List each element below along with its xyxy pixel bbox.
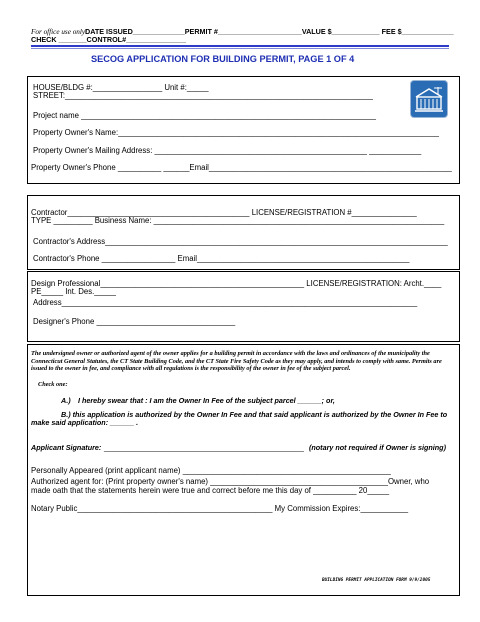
owner-mailing-field[interactable]: Property Owner's Mailing Address: _________________________________________________ ____________ bbox=[33, 146, 422, 155]
contractor-phone-field[interactable]: Contractor's Phone _________________ Email_________________________________________________ bbox=[33, 254, 410, 263]
office-prefix: For office use only: bbox=[31, 28, 88, 36]
title-rule-top bbox=[31, 45, 449, 47]
option-a-letter: A.) bbox=[61, 396, 71, 405]
option-b-agent[interactable]: B.) this application is authorized by the Owner In Fee and that said applicant is authorized by the Owner In Fee to bbox=[61, 410, 448, 419]
project-name-field[interactable]: Project name ____________________________________________________________________ bbox=[33, 111, 376, 120]
page-title: SECOG APPLICATION FOR BUILDING PERMIT, PAGE 1 OF 4 bbox=[91, 54, 355, 64]
check-one-label: Check one: bbox=[38, 381, 68, 388]
affirmation-paragraph: The undersigned owner or authorized agent of the owner applies for a building permit in accordance with the laws and ordinances of the municipality the Connecticut General Statutes, the CT State Building Code, and the CT State Fire Safety Code as they may apply, and intends to comply with same. Permits are issued to the owner in fee, and compliance with all regulations is the responsibility of the owner in fee of the subject parcel. bbox=[31, 350, 442, 373]
authorized-agent-field[interactable]: Authorized agent for: (Print property owner's name) _________________________________________Owner, who bbox=[31, 477, 430, 486]
owner-name-field[interactable]: Property Owner's Name:__________________________________________________________________________ bbox=[33, 128, 439, 137]
contractor-address-field[interactable]: Contractor's Address_______________________________________________________________________________ bbox=[33, 237, 448, 246]
design-license-field[interactable]: PE_____ Int. Des._____ bbox=[31, 287, 116, 296]
building-logo-icon bbox=[411, 81, 447, 117]
option-b-continued: make said application: ______ . bbox=[31, 418, 139, 427]
form-footer: BUILDING PERMIT APPLICATION FORM 9/9/2005 bbox=[322, 578, 431, 583]
design-address-field[interactable]: Address__________________________________________________________________________________ bbox=[33, 298, 418, 307]
design-professional-field[interactable]: Design Professional_______________________________________________ LICENSE/REGISTRATION: Archt.____ bbox=[31, 279, 442, 288]
title-rule-bottom bbox=[31, 48, 449, 49]
notary-public-field[interactable]: Notary Public_____________________________________________ My Commission Expires:___________ bbox=[31, 504, 409, 513]
owner-phone-field[interactable]: Property Owner's Phone __________ ______Email________________________________________________________ bbox=[31, 163, 452, 172]
notary-note: (notary not required if Owner is signing) bbox=[309, 443, 446, 452]
house-field[interactable]: HOUSE/BLDG #:________________ Unit #:_____ bbox=[33, 83, 209, 92]
designer-phone-field[interactable]: Designer's Phone ________________________________ bbox=[33, 317, 236, 326]
office-line-2: CHECK _______CONTROL#_______________ bbox=[31, 35, 187, 44]
oath-date-field[interactable]: made oath that the statements herein were true and correct before me this day of __________ 20_____ bbox=[31, 486, 390, 495]
contractor-name-field[interactable]: Contractor__________________________________________ LICENSE/REGISTRATION #_______________ bbox=[31, 208, 417, 217]
personally-appeared-field[interactable]: Personally Appeared (print applicant name) ________________________________________________ bbox=[31, 466, 391, 475]
applicant-signature-line[interactable]: __________________________________________________ bbox=[104, 443, 304, 452]
option-a-owner[interactable]: I hereby swear that : I am the Owner In Fee of the subject parcel ______; or, bbox=[78, 396, 335, 405]
office-line-1: DATE ISSUED_____________PERMIT #_____________________VALUE $____________ FEE $_____________ bbox=[85, 27, 454, 36]
applicant-signature-label: Applicant Signature: bbox=[31, 443, 102, 452]
contractor-type-field[interactable]: TYPE _________ Business Name: ___________________________________________________________________ bbox=[31, 216, 445, 225]
street-field[interactable]: STREET:_______________________________________________________________________ bbox=[33, 91, 373, 100]
